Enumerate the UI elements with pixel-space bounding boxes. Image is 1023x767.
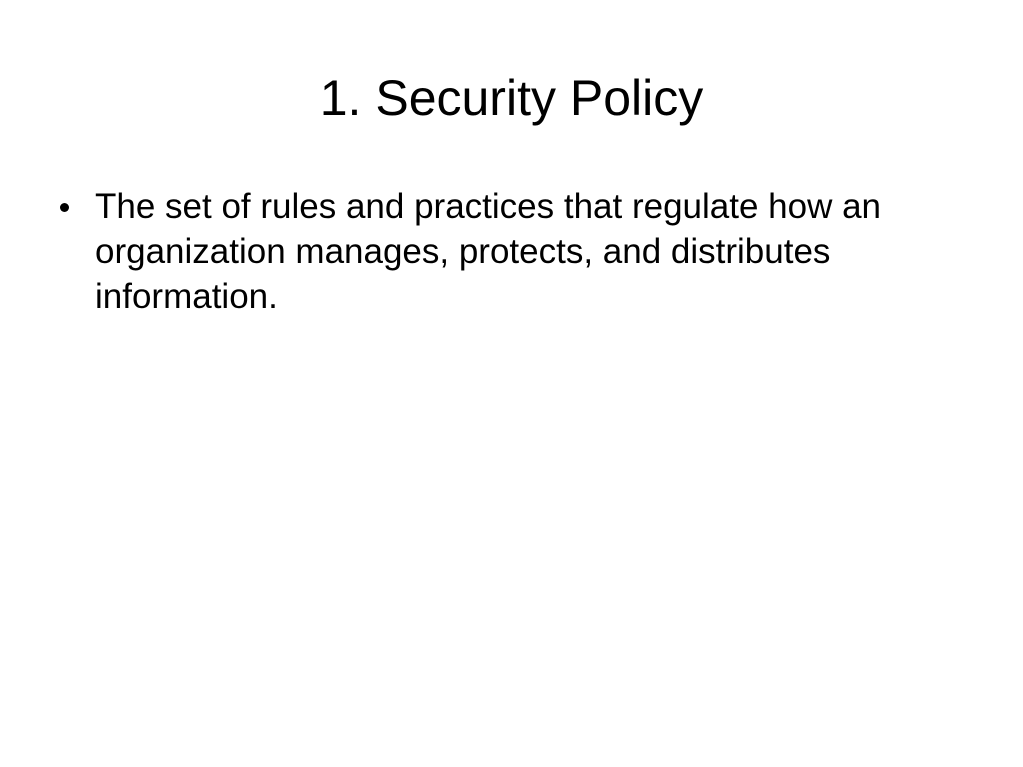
bullet-item (60, 184, 980, 319)
bullet-dot-icon (60, 203, 69, 212)
bullet-list (60, 184, 980, 319)
slide-title: 1. Security Policy (319, 70, 704, 126)
bullet-text: The set of rules and practices that regulate how an organization manages, protects, and distributes information. (95, 187, 882, 316)
